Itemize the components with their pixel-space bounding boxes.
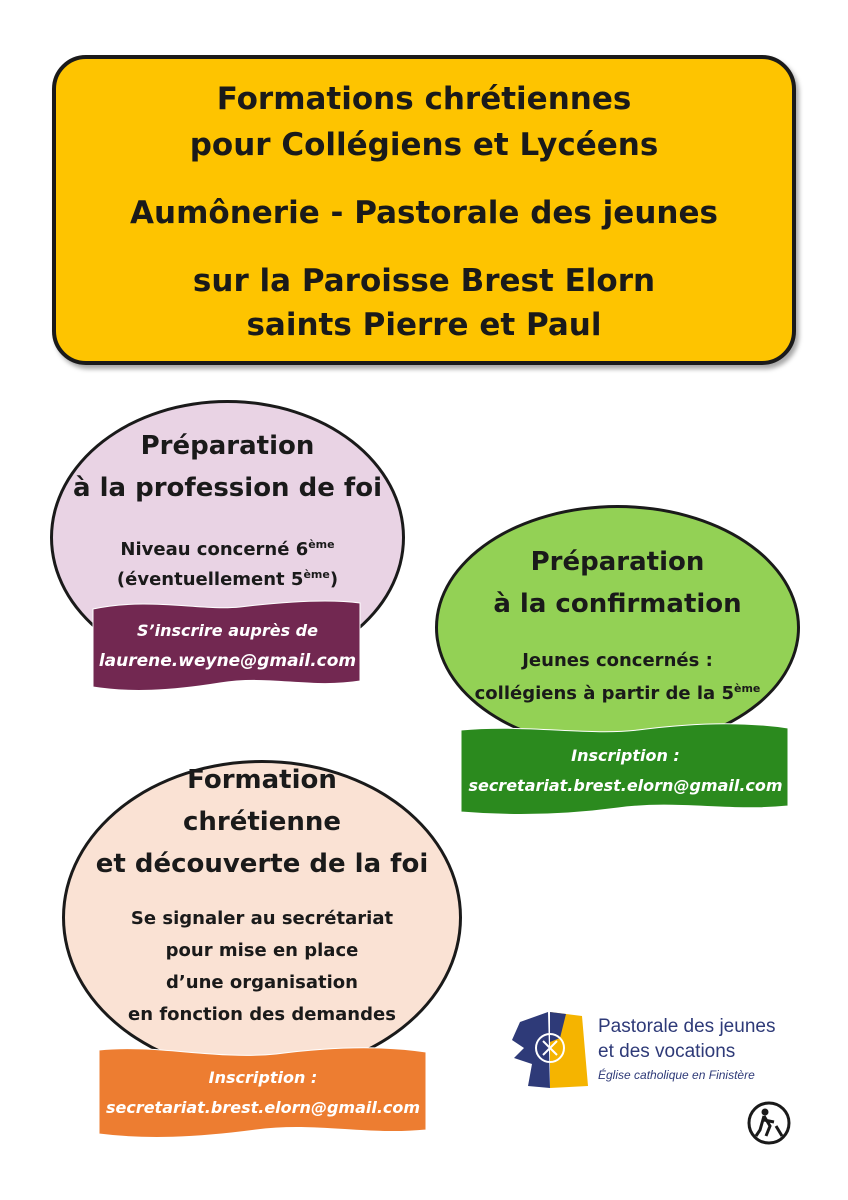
formation-banner [96, 1042, 430, 1142]
logo-line-3: Église catholique en Finistère [598, 1068, 755, 1082]
formation-sub-3: d’une organisation [166, 972, 358, 993]
confirmation-banner-line-1: Inscription : [571, 746, 680, 765]
header-box [52, 55, 796, 365]
header-line-3: Aumônerie - Pastorale des jeunes [130, 195, 718, 231]
formation-banner-line-1: Inscription : [208, 1068, 318, 1087]
formation-sub-2: pour mise en place [165, 940, 359, 961]
profession-banner-line-1: S’inscrire auprès de [137, 621, 318, 640]
logo-text [598, 1014, 775, 1086]
confirmation-title-2: à la confirmation [493, 589, 742, 619]
confirmation-sub-1: Jeunes concernés : [522, 650, 713, 671]
confirmation-title-1: Préparation [530, 547, 705, 577]
profession-level-2: (éventuellement 5ème) [116, 568, 339, 590]
formation-sub-4: en fonction des demandes [128, 1004, 396, 1025]
header-line-4: sur la Paroisse Brest Elorn [192, 263, 656, 299]
formation-banner-email[interactable]: secretariat.brest.elorn@gmail.com [105, 1098, 421, 1117]
pastorale-logo-icon [510, 1008, 590, 1090]
confirmation-banner [458, 720, 793, 820]
profession-level: Niveau concerné 6ème [120, 538, 335, 560]
header-line-2: pour Collégiens et Lycéens [189, 127, 659, 163]
formation-title-3: et découverte de la foi [95, 849, 429, 879]
logo-line-2: et des vocations [598, 1041, 736, 1062]
formation-title-1: Formation [187, 765, 337, 795]
header-line-5: saints Pierre et Paul [246, 307, 602, 343]
confirmation-circle [435, 505, 800, 750]
profession-banner-email[interactable]: laurene.weyne@gmail.com [98, 651, 357, 671]
profession-title-1: Préparation [140, 431, 315, 461]
logo-line-1: Pastorale des jeunes [598, 1016, 776, 1037]
profession-title-2: à la profession de foi [72, 473, 383, 503]
header-line-1: Formations chrétiennes [216, 81, 632, 117]
formation-title-2: chrétienne [182, 807, 341, 837]
formation-sub-1: Se signaler au secrétariat [130, 908, 394, 929]
confirmation-sub-2: collégiens à partir de la 5ème [474, 682, 761, 704]
emblem-icon [746, 1100, 792, 1146]
profession-banner [90, 597, 365, 697]
confirmation-banner-email[interactable]: secretariat.brest.elorn@gmail.com [468, 776, 783, 795]
